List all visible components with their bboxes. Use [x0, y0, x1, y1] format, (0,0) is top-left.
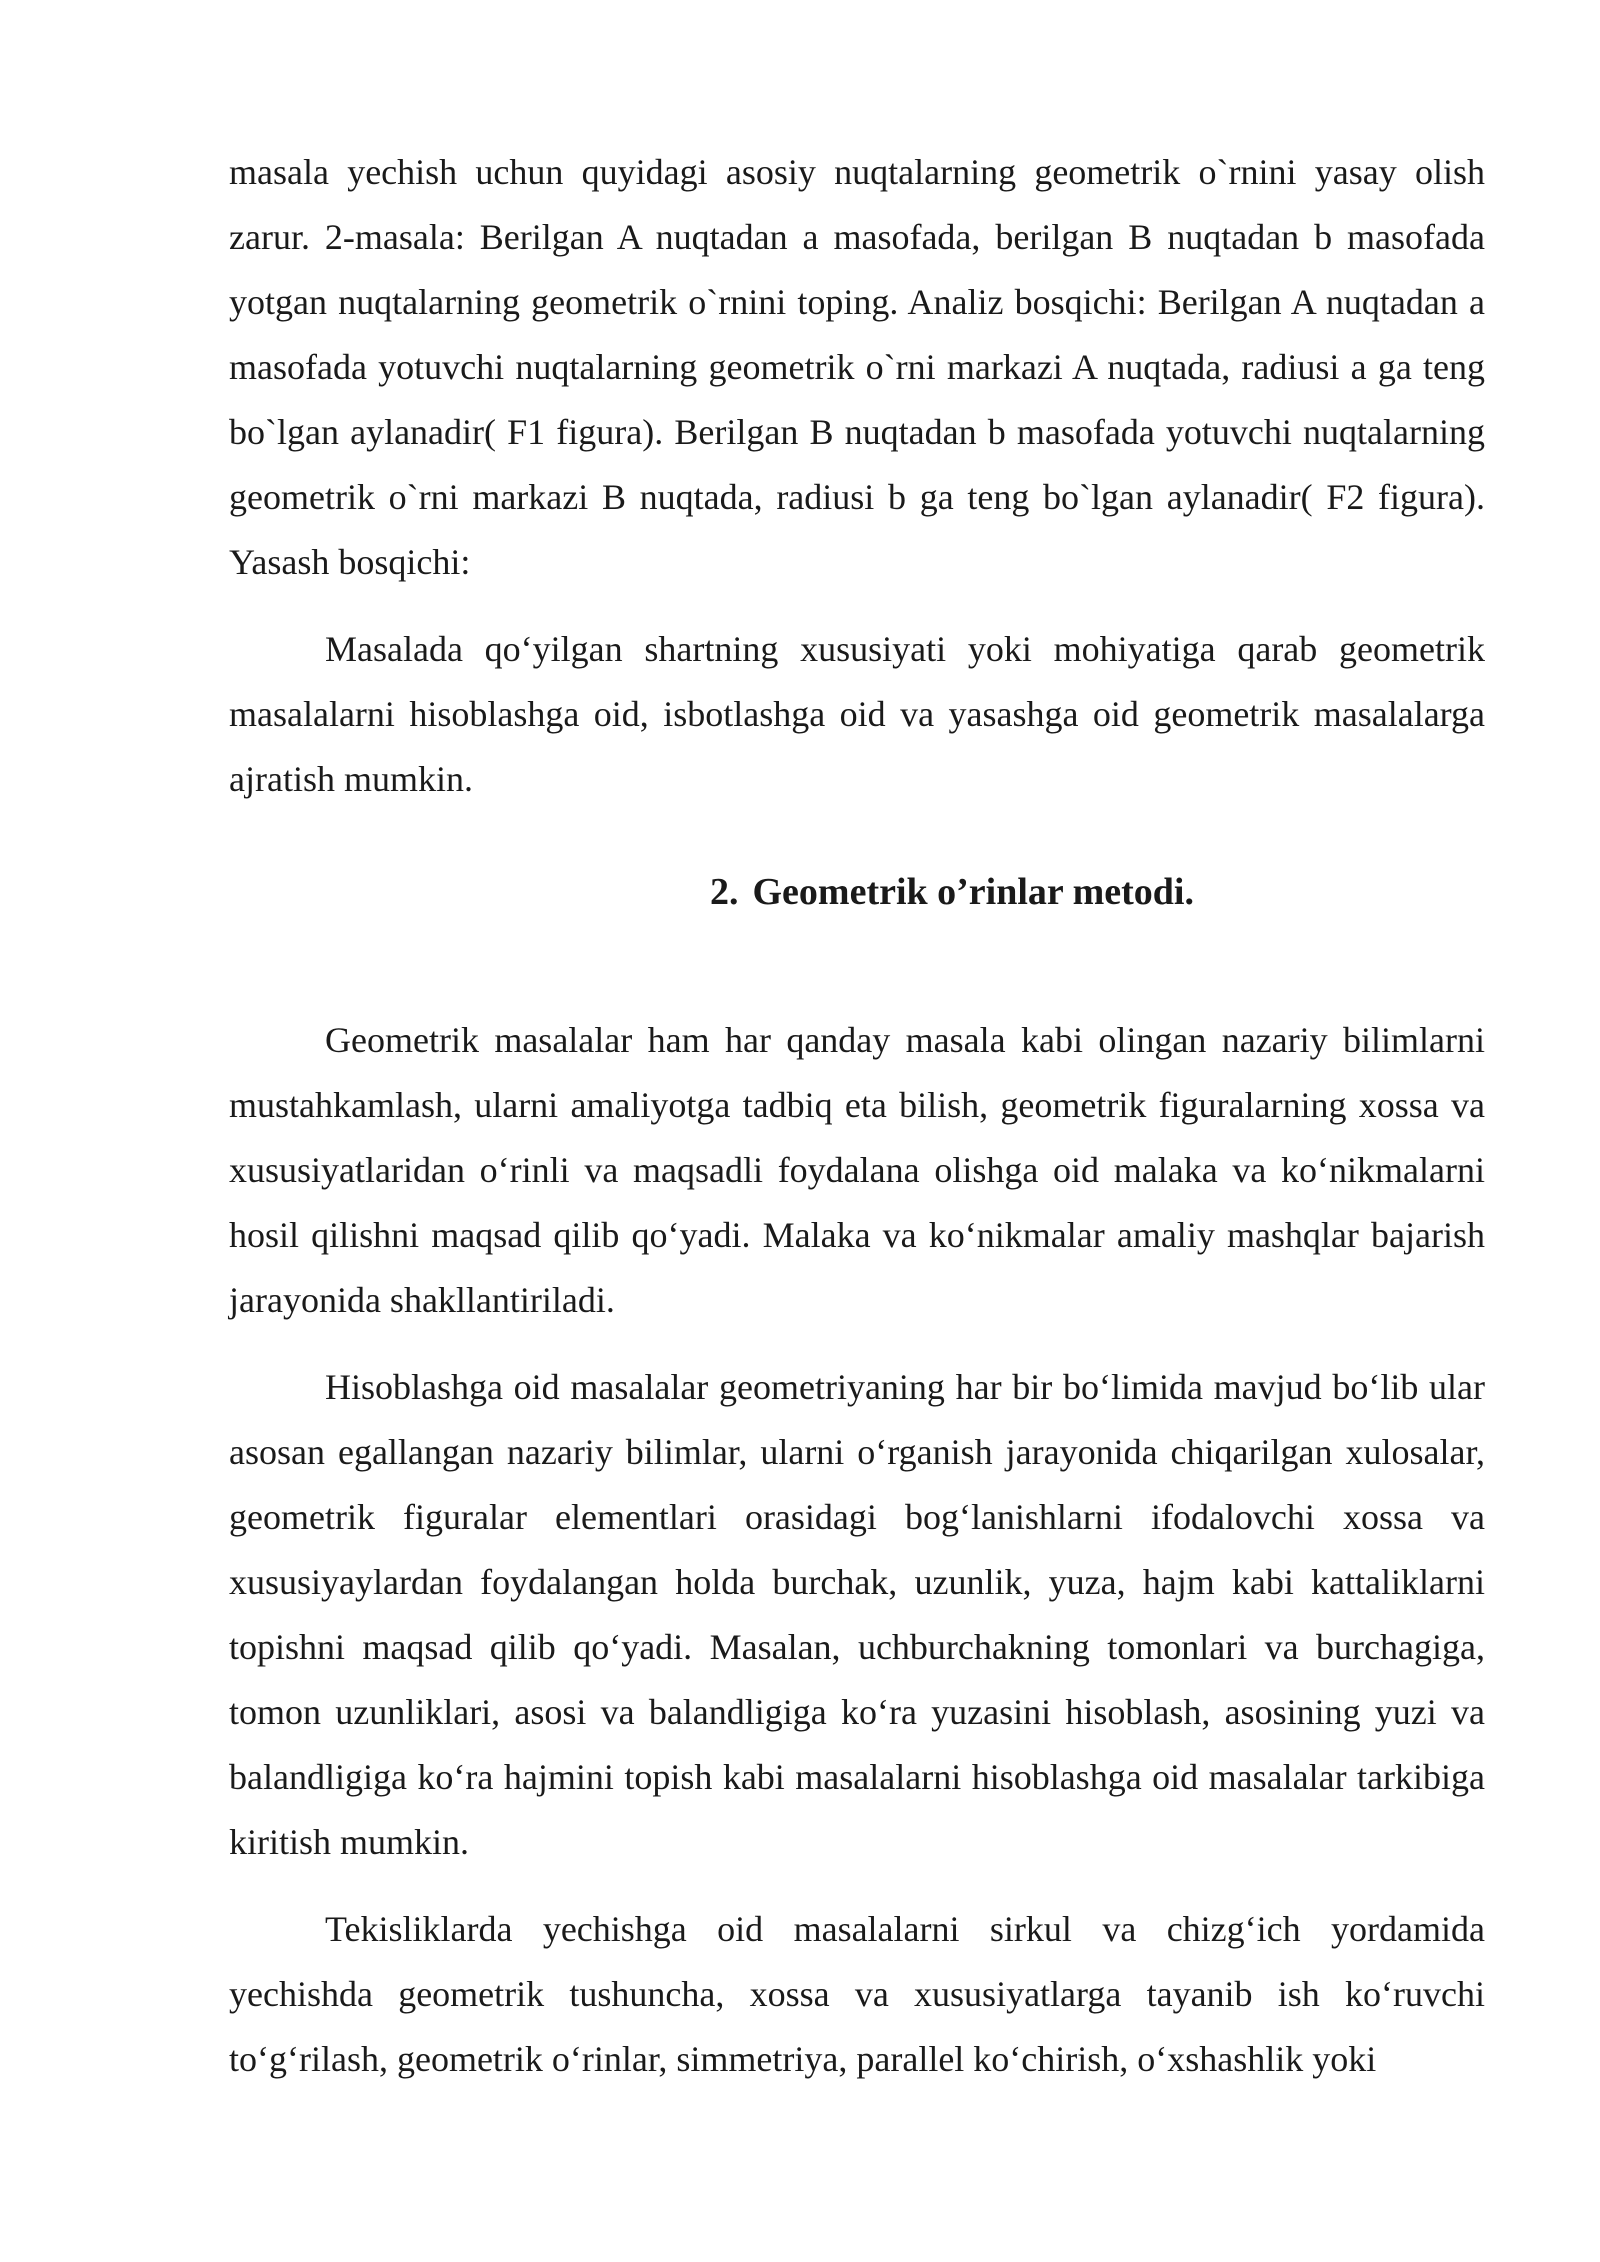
document-page — [229, 140, 1485, 2092]
paragraph-geometric-problems: Geometrik masalalar ham har qanday masala kabi olingan nazariy bilimlarni mustahkamlash, ularni amaliyotga tadbiq eta bilish, geometrik figuralarning xossa va xususiyatlaridan o‘rinli va maqsadli foydalana olishga oid malaka va ko‘nikmalarni hosil qilishni maqsad qilib qo‘yadi. Malaka va ko‘nikmalar amaliy mashqlar bajarish jarayonida shakllantiriladi. — [229, 1020, 1485, 1320]
section-title: Geometrik o’rinlar metodi. — [752, 871, 1194, 913]
paragraph-calculation-problems: Hisoblashga oid masalalar geometriyaning har bir bo‘limida mavjud bo‘lib ular asosan egallangan nazariy bilimlar, ularni o‘rganish jarayonida chiqarilgan xulosalar, geometrik figuralar elementlari orasidagi bog‘lanishlarni ifodalovchi xossa va xususiyaylardan foydalangan holda burchak, uzunlik, yuza, hajm kabi kattaliklarni topishni maqsad qilib qo‘yadi. Masalan, uchburchakning tomonlari va burchagiga, tomon uzunliklari, asosi va balandligiga ko‘ra yuzasini hisoblash, asosining yuzi va balandligiga ko‘ra hajmini topish kabi masalalarni hisoblashga oid masalalar tarkibiga kiritish mumkin. — [229, 1367, 1485, 1862]
section-heading — [229, 862, 1485, 922]
section-number: 2. — [710, 871, 739, 913]
paragraph-classification: Masalada qo‘yilgan shartning xususiyati yoki mohiyatiga qarab geometrik masalalarni hisoblashga oid, isbotlashga oid va yasashga oid geometrik masalalarga ajratish mumkin. — [229, 629, 1485, 799]
paragraph-continued: masala yechish uchun quyidagi asosiy nuqtalarning geometrik o`rnini yasay olish zarur. 2-masala: Berilgan A nuqtadan a masofada, berilgan B nuqtadan b masofada yotgan nuqtalarning geometrik o`rnini toping. Analiz bosqichi: Berilgan A nuqtadan a masofada yotuvchi nuqtalarning geometrik o`rni markazi A nuqtada, radiusi a ga teng bo`lgan aylanadir( F1 figura). Berilgan B nuqtadan b masofada yotuvchi nuqtalarning geometrik o`rni markazi B nuqtada, radiusi b ga teng bo`lgan aylanadir( F2 figura). Yasash bosqichi: — [229, 152, 1485, 582]
paragraph-construction-problems: Tekisliklarda yechishga oid masalalarni sirkul va chizg‘ich yordamida yechishda geometrik tushuncha, xossa va xususiyatlarga tayanib ish ko‘ruvchi to‘g‘rilash, geometrik o‘rinlar, simmetriya, parallel ko‘chirish, o‘xshashlik yoki — [229, 1909, 1485, 2079]
